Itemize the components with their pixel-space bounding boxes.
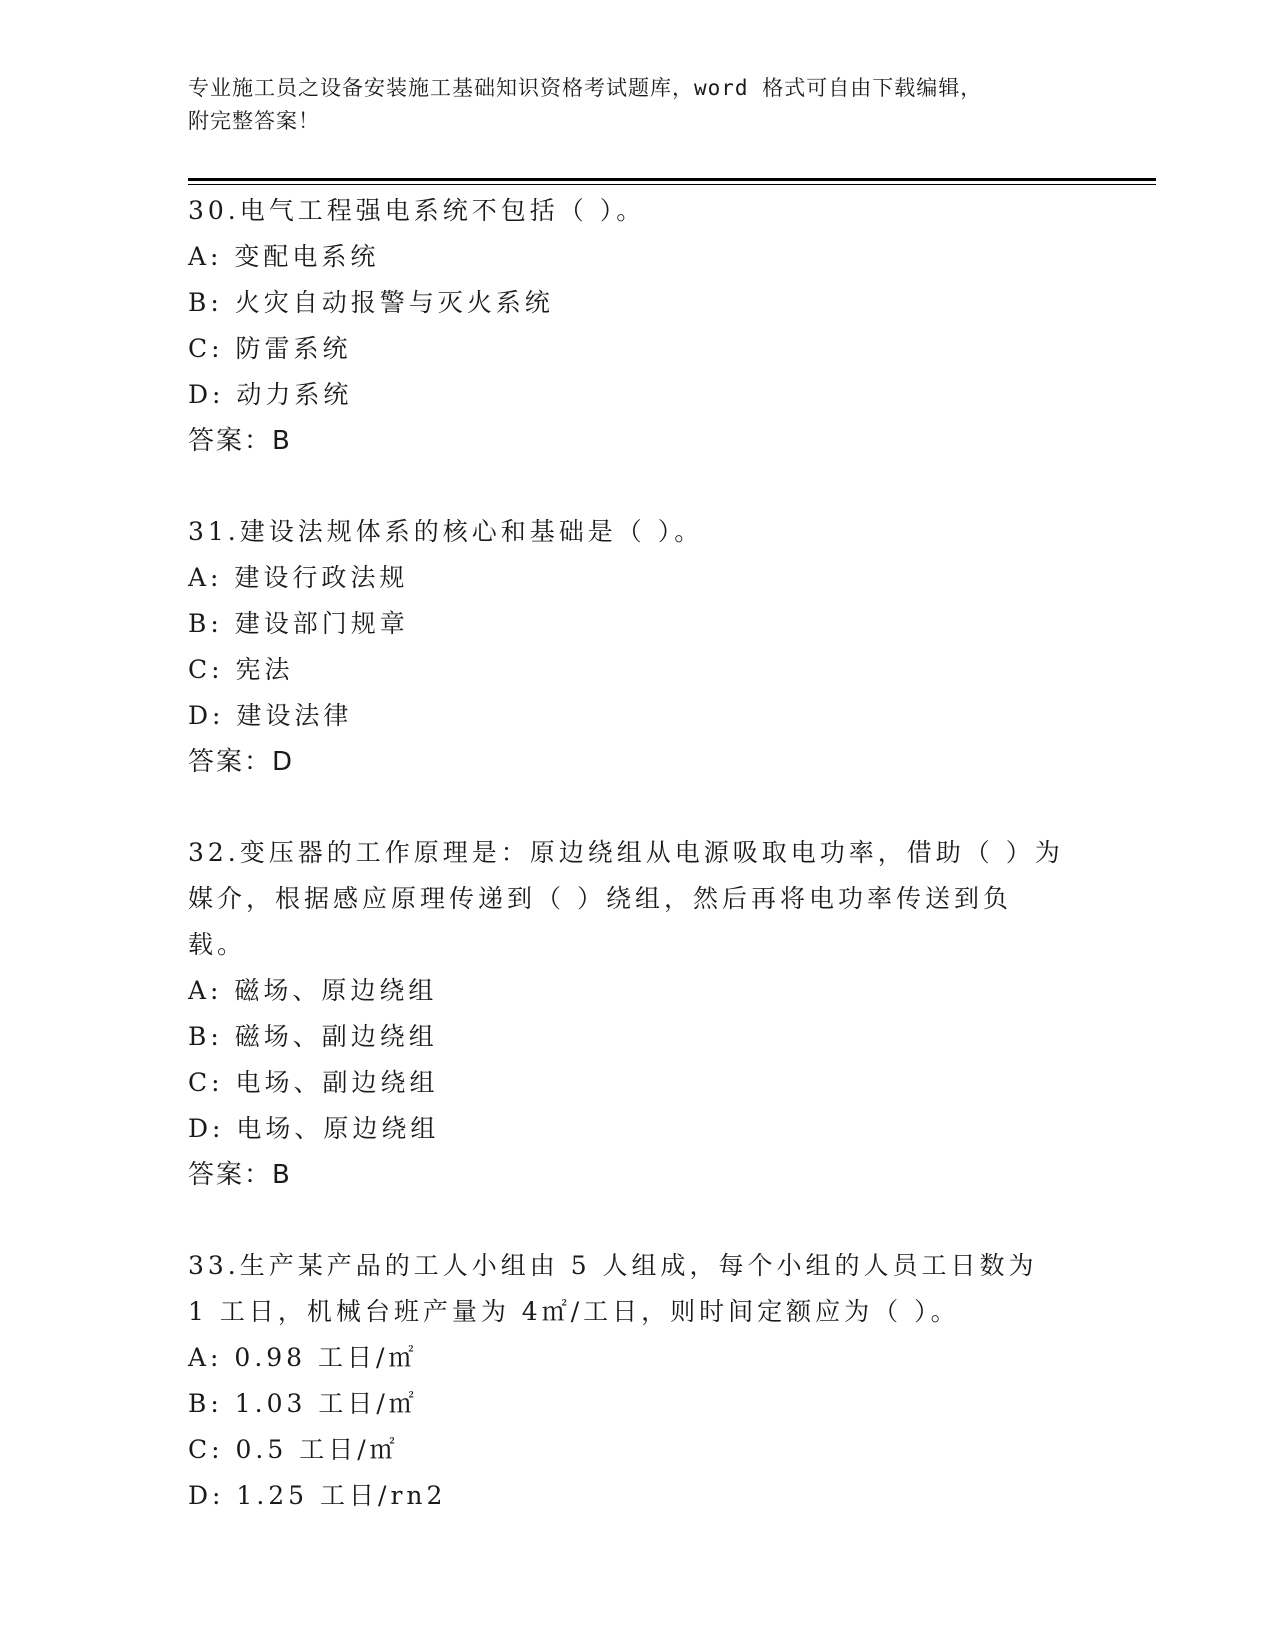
question-30 — [188, 188, 1088, 464]
option-b: B: 1.03 工日/㎡ — [188, 1389, 418, 1418]
question-stem: 32.变压器的工作原理是：原边绕组从电源吸取电功率，借助（ ）为媒介，根据感应原理传递到（ ）绕组，然后再将电功率传送到负载。 — [188, 838, 1064, 959]
header-line-2: 附完整答案！ — [188, 109, 320, 133]
option-b: B: 磁场、副边绕组 — [188, 1022, 438, 1051]
option-b: B: 火灾自动报警与灭火系统 — [188, 288, 554, 317]
document-header — [188, 72, 1088, 138]
option-d: D: 1.25 工日/rn2 — [188, 1481, 447, 1510]
option-c: C: 宪法 — [188, 655, 294, 684]
question-stem: 30.电气工程强电系统不包括（ ）。 — [188, 196, 646, 225]
answer-label: 答案：D — [188, 747, 295, 777]
header-divider — [188, 178, 1156, 181]
header-divider-thin — [188, 184, 1156, 185]
option-b: B: 建设部门规章 — [188, 609, 409, 638]
question-stem: 33.生产某产品的工人小组由 5 人组成，每个小组的人员工日数为 1 工日，机械台班产量为 4㎡/工日，则时间定额应为（ ）。 — [188, 1251, 1038, 1326]
question-33 — [188, 1243, 1088, 1519]
question-stem: 31.建设法规体系的核心和基础是（ ）。 — [188, 517, 704, 546]
option-c: C: 防雷系统 — [188, 334, 352, 363]
question-list — [188, 188, 1088, 1564]
option-d: D: 动力系统 — [188, 380, 353, 409]
option-a: A: 建设行政法规 — [188, 563, 409, 592]
option-a: A: 变配电系统 — [188, 242, 380, 271]
option-d: D: 电场、原边绕组 — [188, 1114, 440, 1143]
option-a: A: 磁场、原边绕组 — [188, 976, 438, 1005]
header-line-1: 专业施工员之设备安装施工基础知识资格考试题库，word 格式可自由下载编辑， — [188, 76, 983, 100]
option-a: A: 0.98 工日/㎡ — [188, 1343, 418, 1372]
answer-label: 答案：B — [188, 1160, 292, 1190]
option-c: C: 电场、副边绕组 — [188, 1068, 439, 1097]
question-32 — [188, 830, 1088, 1198]
answer-label: 答案：B — [188, 426, 292, 456]
option-d: D: 建设法律 — [188, 701, 353, 730]
option-c: C: 0.5 工日/㎡ — [188, 1435, 399, 1464]
question-31 — [188, 509, 1088, 785]
